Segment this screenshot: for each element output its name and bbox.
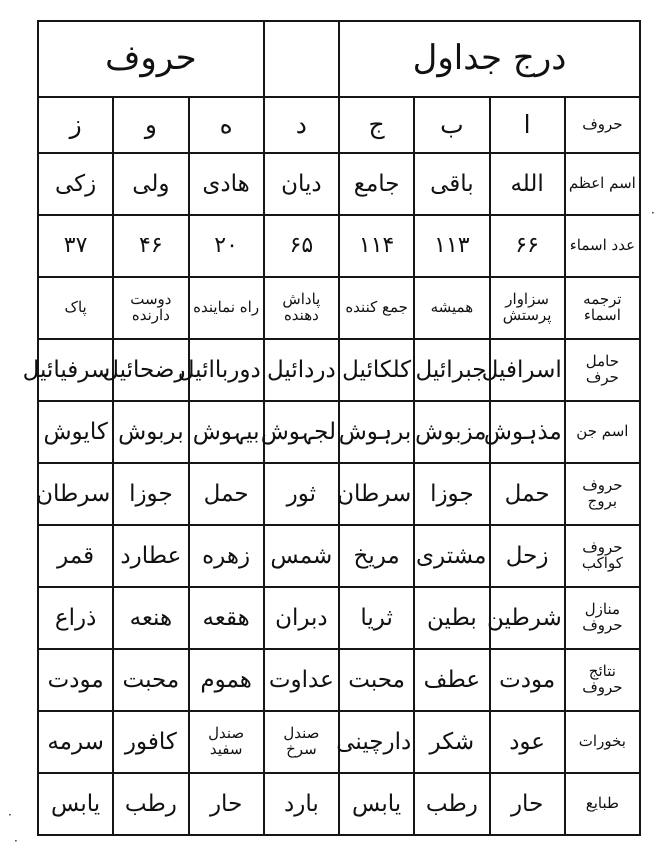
abjad-table xyxy=(22,20,641,836)
table-row xyxy=(38,215,640,277)
table-cell: شرطین xyxy=(490,587,565,649)
table-cell: ثریا xyxy=(339,587,414,649)
table-cell: دبران xyxy=(264,587,339,649)
table-cell: محبت xyxy=(113,649,188,711)
table-cell: جامع xyxy=(339,153,414,215)
table-cell: بطین xyxy=(414,587,489,649)
table-cell: مذہوش xyxy=(490,401,565,463)
table-title-right: درج جداول xyxy=(339,21,640,97)
table-cell: رضحائیل xyxy=(113,339,188,401)
table-row xyxy=(38,587,640,649)
table-cell: ۴۶ xyxy=(113,215,188,277)
margin-dot: · xyxy=(8,808,12,822)
row-label: اسم اعظم xyxy=(565,153,640,215)
table-cell: مشتری xyxy=(414,525,489,587)
table-cell: کایوش xyxy=(38,401,113,463)
table-row xyxy=(38,463,640,525)
column-header: ه xyxy=(189,97,264,153)
table-cell: ۳۷ xyxy=(38,215,113,277)
table-cell: سرطان xyxy=(339,463,414,525)
table-row xyxy=(38,711,640,773)
table-cell: جبرائیل xyxy=(414,339,489,401)
row-label: عدد اسماء xyxy=(565,215,640,277)
table-cell: یابس xyxy=(339,773,414,835)
row-label: منازل حروف xyxy=(565,587,640,649)
table-cell: دورباائیل xyxy=(189,339,264,401)
margin-dot: · xyxy=(14,834,18,848)
table-cell: کلکائیل xyxy=(339,339,414,401)
table-cell: حمل xyxy=(189,463,264,525)
table-cell: ۱۱۴ xyxy=(339,215,414,277)
table-row xyxy=(38,277,640,339)
table-cell: هقعه xyxy=(189,587,264,649)
row-label: حروف کواکب xyxy=(565,525,640,587)
table-cell: برہوش xyxy=(339,401,414,463)
table-cell: مودت xyxy=(490,649,565,711)
table-cell: دوست دارنده xyxy=(113,277,188,339)
table-cell: اسرافیل xyxy=(490,339,565,401)
table-cell: جوزا xyxy=(113,463,188,525)
column-header: ا xyxy=(490,97,565,153)
table-cell: همیشه xyxy=(414,277,489,339)
table-cell: ولی xyxy=(113,153,188,215)
table-cell: زکی xyxy=(38,153,113,215)
table-cell: مریخ xyxy=(339,525,414,587)
table-cell: سرطان xyxy=(38,463,113,525)
table-cell: مزبوش xyxy=(414,401,489,463)
table-cell: بیہوش xyxy=(189,401,264,463)
table-cell: هادی xyxy=(189,153,264,215)
table-cell: ۶۶ xyxy=(490,215,565,277)
table-cell: حمل xyxy=(490,463,565,525)
table-row xyxy=(38,339,640,401)
table-cell: پاداش دهنده xyxy=(264,277,339,339)
table-cell: لجہوش xyxy=(264,401,339,463)
table-cell: باقی xyxy=(414,153,489,215)
table-title-left: حروف xyxy=(38,21,264,97)
table-cell: محبت xyxy=(339,649,414,711)
table-cell: هنعه xyxy=(113,587,188,649)
table-cell: عود xyxy=(490,711,565,773)
table-cell: دردائیل xyxy=(264,339,339,401)
table-cell: مودت xyxy=(38,649,113,711)
table-cell: عطارد xyxy=(113,525,188,587)
table-cell: ذراع xyxy=(38,587,113,649)
letters-header-row xyxy=(38,97,640,153)
table-row xyxy=(38,773,640,835)
table-row xyxy=(38,649,640,711)
table-cell: بارد xyxy=(264,773,339,835)
table-row xyxy=(38,525,640,587)
table-cell: شمس xyxy=(264,525,339,587)
table-cell: قمر xyxy=(38,525,113,587)
title-row xyxy=(38,21,640,97)
row-label: طبایع xyxy=(565,773,640,835)
table-cell: سزاوار پرستش xyxy=(490,277,565,339)
table-cell: بربوش xyxy=(113,401,188,463)
table-cell: عطف xyxy=(414,649,489,711)
row-label: حروف بروج xyxy=(565,463,640,525)
margin-dot: · xyxy=(651,206,655,220)
row-label: اسم جن xyxy=(565,401,640,463)
table-cell: ۶۵ xyxy=(264,215,339,277)
table-cell: زهره xyxy=(189,525,264,587)
column-header: ز xyxy=(38,97,113,153)
column-header: و xyxy=(113,97,188,153)
column-header: ب xyxy=(414,97,489,153)
table-cell: سرفیائیل xyxy=(38,339,113,401)
table-row xyxy=(38,401,640,463)
table-cell: کافور xyxy=(113,711,188,773)
table-cell: ۲۰ xyxy=(189,215,264,277)
table-cell: پاک xyxy=(38,277,113,339)
table-cell: صندل سفید xyxy=(189,711,264,773)
table-cell: جوزا xyxy=(414,463,489,525)
table-cell: ۱۱۳ xyxy=(414,215,489,277)
table-cell: شکر xyxy=(414,711,489,773)
column-header: حروف xyxy=(565,97,640,153)
table-cell: عداوت xyxy=(264,649,339,711)
table-cell: راه نماینده xyxy=(189,277,264,339)
row-label: بخورات xyxy=(565,711,640,773)
table-cell: سرمه xyxy=(38,711,113,773)
column-header: د xyxy=(264,97,339,153)
row-label: ترجمه اسماء xyxy=(565,277,640,339)
table-cell: رطب xyxy=(414,773,489,835)
table-row xyxy=(38,153,640,215)
table-cell: حار xyxy=(490,773,565,835)
table-cell: ثور xyxy=(264,463,339,525)
table-cell: هموم xyxy=(189,649,264,711)
table-cell: دارچینی xyxy=(339,711,414,773)
table-cell: یابس xyxy=(38,773,113,835)
column-header: ج xyxy=(339,97,414,153)
table-cell: دیان xyxy=(264,153,339,215)
row-label: نتائج حروف xyxy=(565,649,640,711)
table-cell: الله xyxy=(490,153,565,215)
title-blank-cell xyxy=(264,21,339,97)
row-label: حامل حرف xyxy=(565,339,640,401)
table-cell: صندل سرخ xyxy=(264,711,339,773)
table-cell: زحل xyxy=(490,525,565,587)
table-cell: رطب xyxy=(113,773,188,835)
table-cell: جمع کننده xyxy=(339,277,414,339)
table-cell: حار xyxy=(189,773,264,835)
